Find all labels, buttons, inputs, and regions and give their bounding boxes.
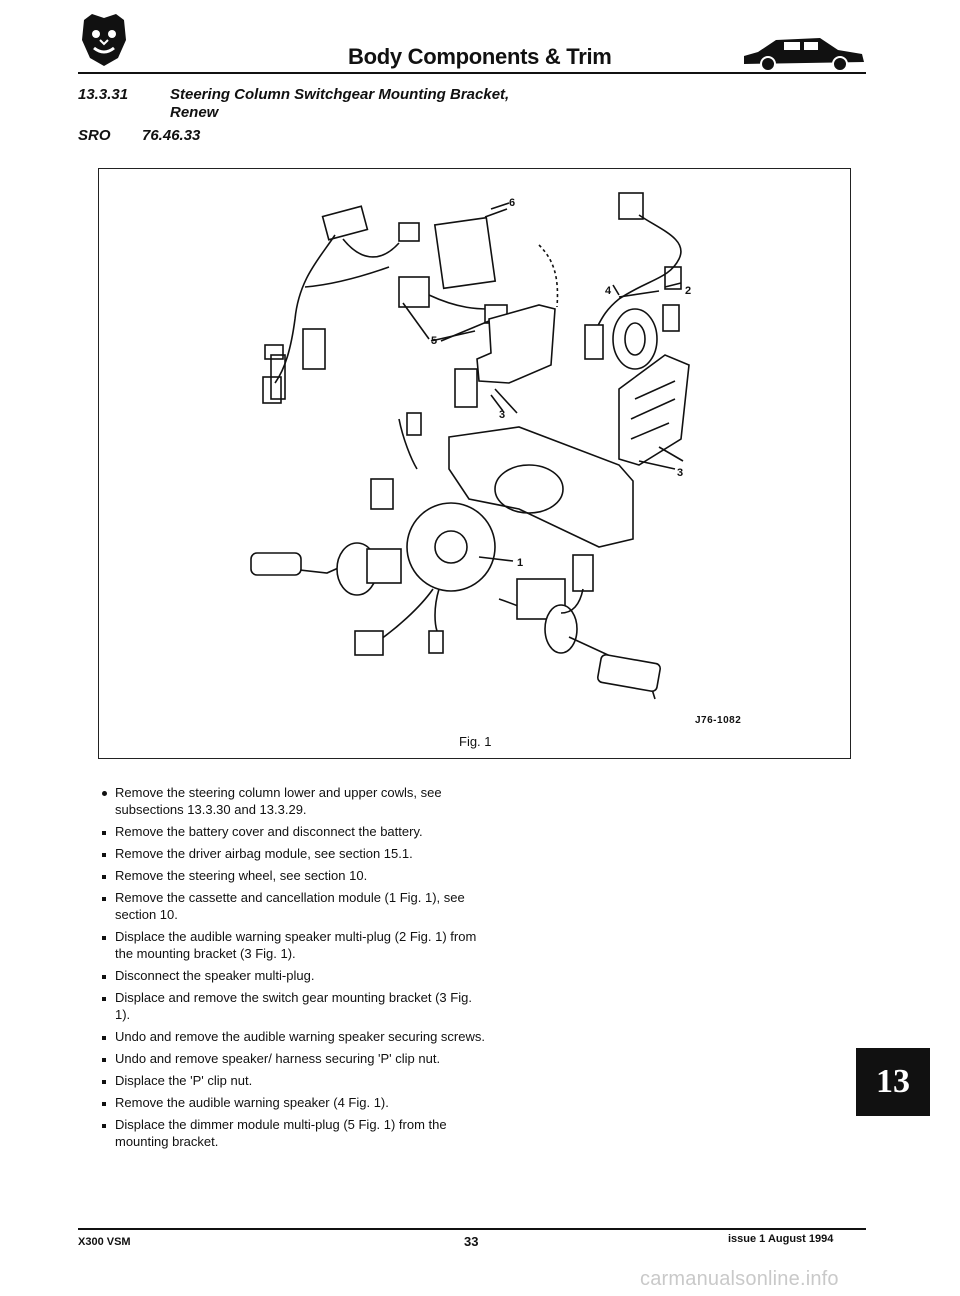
jaguar-head-icon <box>78 12 130 68</box>
callout-label: 6 <box>509 197 516 209</box>
step-item <box>100 867 490 884</box>
step-text: Remove the battery cover and disconnect the battery. <box>115 824 423 839</box>
section-title: Steering Column Switchgear Mounting Bracket, Renew <box>170 86 510 121</box>
sro-number: 76.46.33 <box>142 127 201 144</box>
step-item <box>100 823 490 840</box>
step-item <box>100 989 490 1023</box>
step-text: Displace and remove the switch gear mounting bracket (3 Fig. 1). <box>115 990 472 1022</box>
step-text: Remove the audible warning speaker (4 Fig. 1). <box>115 1095 389 1110</box>
figure-caption: Fig. 1 <box>459 734 492 749</box>
figure-reference: J76-1082 <box>695 715 742 726</box>
step-item <box>100 889 490 923</box>
step-item <box>100 928 490 962</box>
step-text: Remove the steering wheel, see section 10. <box>115 868 368 883</box>
callout-label: 3 <box>677 467 684 479</box>
watermark: carmanualsonline.info <box>640 1268 839 1290</box>
step-item <box>100 967 490 984</box>
callout-label: 4 <box>605 285 612 297</box>
step-text: Undo and remove the audible warning speaker securing screws. <box>115 1029 485 1044</box>
step-text: Undo and remove speaker/ harness securing 'P' clip nut. <box>115 1051 441 1066</box>
step-item <box>100 784 490 818</box>
step-item <box>100 1072 490 1089</box>
footer-rule <box>78 1228 866 1230</box>
step-text: Displace the audible warning speaker multi-plug (2 Fig. 1) from the mounting bracket (3 Fig. 1). <box>115 929 477 961</box>
callout-label: 5 <box>431 335 438 347</box>
step-text: Remove the cassette and cancellation module (1 Fig. 1), see section 10. <box>115 890 465 922</box>
callout-label: 1 <box>517 557 524 569</box>
step-item <box>100 1050 490 1067</box>
page-header-title: Body Components & Trim <box>348 44 612 69</box>
saloon-car-icon <box>740 30 868 72</box>
footer-issue-date: issue 1 August 1994 <box>728 1233 834 1245</box>
chapter-tab: 13 <box>856 1048 930 1116</box>
step-text: Displace the dimmer module multi-plug (5 Fig. 1) from the mounting bracket. <box>115 1117 447 1149</box>
section-number: 13.3.31 <box>78 86 129 103</box>
step-item <box>100 1094 490 1111</box>
callout-label: 3 <box>499 409 506 421</box>
step-text: Remove the steering column lower and upper cowls, see subsections 13.3.30 and 13.3.29. <box>115 785 442 817</box>
step-text: Disconnect the speaker multi-plug. <box>115 968 315 983</box>
callout-label: 2 <box>685 285 692 297</box>
sro-label: SRO <box>78 127 111 144</box>
step-text: Displace the 'P' clip nut. <box>115 1073 253 1088</box>
page-number: 33 <box>464 1234 479 1249</box>
step-item <box>100 845 490 862</box>
step-text: Remove the driver airbag module, see section 15.1. <box>115 846 413 861</box>
figure-frame <box>98 168 851 759</box>
procedure-steps <box>100 784 490 1155</box>
footer-manual-name: X300 VSM <box>78 1236 131 1248</box>
step-item <box>100 1028 490 1045</box>
step-item <box>100 1116 490 1150</box>
header-rule <box>78 72 866 74</box>
switchgear-exploded-illustration <box>99 169 852 760</box>
